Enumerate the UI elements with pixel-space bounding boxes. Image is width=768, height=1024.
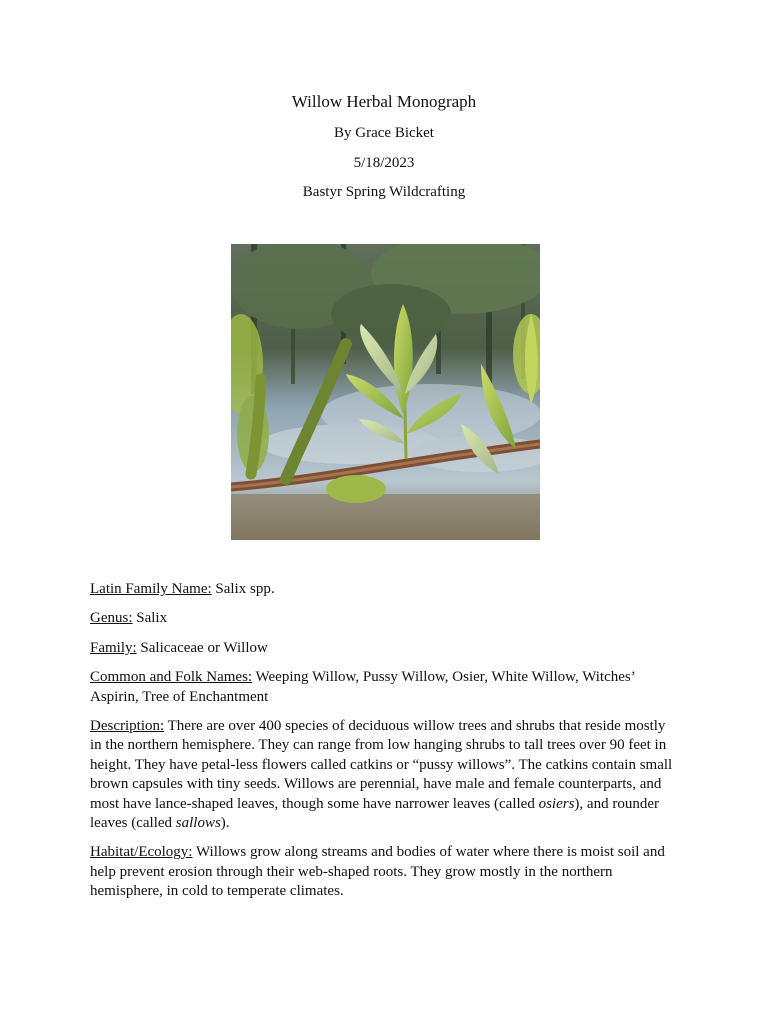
family-paragraph bbox=[90, 639, 680, 658]
genus-label: Genus: bbox=[90, 610, 133, 627]
habitat-label: Habitat/Ecology: bbox=[90, 844, 193, 861]
description-osiers: osiers bbox=[538, 795, 575, 812]
latin-family-label: Latin Family Name: bbox=[90, 581, 212, 597]
description-paragraph bbox=[90, 717, 680, 833]
common-names-paragraph bbox=[90, 668, 680, 707]
willow-branch-illustration bbox=[231, 244, 540, 540]
genus-paragraph bbox=[90, 609, 680, 628]
genus-value: Salix bbox=[132, 610, 168, 627]
author-line: By Grace Bicket bbox=[334, 125, 434, 141]
document-title: Willow Herbal Monograph bbox=[291, 92, 477, 111]
habitat-paragraph bbox=[90, 843, 680, 901]
description-text-2: ), and rounder leaves (called bbox=[90, 795, 659, 832]
description-text-1: There are over 400 species of deciduous willow trees and shrubs that reside mostly in the northern hemisphere. They can range from low hanging shrubs to tall trees over 90 feet in height. They have petal-less flowers called catkins or “pussy willows”. The catkins contain small brown capsules with tiny seeds. Willows are perennial, have male and female counterparts, and most have lance-shaped leaves, though some have narrower leaves (called bbox=[90, 718, 673, 812]
family-value: Salicaceae or Willow bbox=[136, 639, 268, 656]
course-line: Bastyr Spring Wildcrafting bbox=[302, 184, 466, 200]
willow-branch-photo bbox=[231, 244, 540, 540]
latin-family-paragraph bbox=[90, 580, 680, 599]
description-text-3: ). bbox=[220, 815, 230, 832]
common-names-value: Weeping Willow, Pussy Willow, Osier, White Willow, Witches’ Aspirin, Tree of Enchantment bbox=[90, 669, 635, 705]
family-label: Family: bbox=[90, 639, 137, 656]
common-names-label: Common and Folk Names: bbox=[90, 669, 253, 686]
date-line: 5/18/2023 bbox=[353, 155, 415, 171]
habitat-value: Willows grow along streams and bodies of water where there is moist soil and help prevent erosion through their web-shaped roots. They grow mostly in the northern hemisphere, in cold to temperate climates. bbox=[90, 844, 665, 900]
description-label: Description: bbox=[90, 718, 165, 735]
description-sallows: sallows bbox=[175, 815, 221, 832]
latin-family-value: Salix spp. bbox=[211, 581, 275, 597]
monograph-body bbox=[90, 580, 680, 912]
